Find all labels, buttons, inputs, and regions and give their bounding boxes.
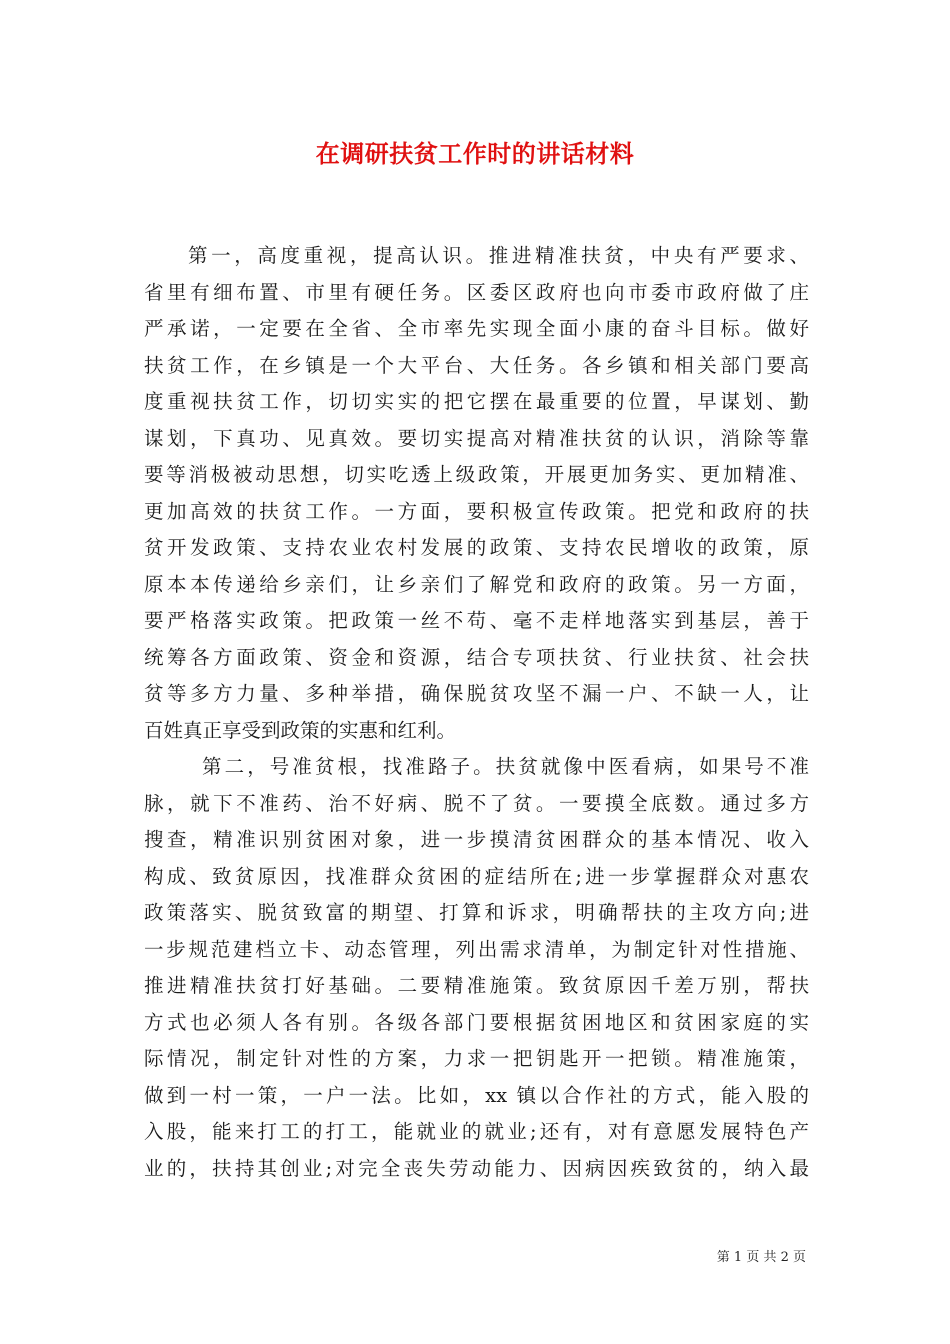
paragraph-line: 百姓真正享受到政策的实惠和红利。: [144, 718, 457, 742]
paragraph-line: 入股，能来打工的打工，能就业的就业;还有，对有意愿发展特色产: [144, 1120, 809, 1143]
paragraph-line: 省里有细布置、市里有硬任务。区委区政府也向市委市政府做了庄: [144, 280, 809, 304]
paragraph-line: 一步规范建档立卡、动态管理，列出需求清单，为制定针对性措施、: [144, 937, 809, 961]
document-title: 在调研扶贫工作时的讲话材料: [315, 139, 635, 168]
paragraph-line: 统筹各方面政策、资金和资源，结合专项扶贫、行业扶贫、社会扶: [144, 645, 809, 669]
paragraph-line: 谋划，下真功、见真效。要切实提高对精准扶贫的认识，消除等靠: [144, 426, 809, 450]
paragraph-line: 贫等多方力量、多种举措，确保脱贫攻坚不漏一户、不缺一人，让: [144, 682, 809, 705]
paragraph-line: 际情况，制定针对性的方案，力求一把钥匙开一把锁。精准施策，: [144, 1047, 809, 1070]
paragraph-line: 要等消极被动思想，切实吃透上级政策，开展更加务实、更加精准、: [144, 463, 809, 486]
paragraph-line: 原本本传递给乡亲们，让乡亲们了解党和政府的政策。另一方面，: [144, 572, 809, 596]
paragraph-line: 推进精准扶贫打好基础。二要精准施策。致贫原因千差万别，帮扶: [144, 974, 809, 997]
paragraph-line: 更加高效的扶贫工作。一方面，要积极宣传政策。把党和政府的扶: [144, 499, 809, 523]
paragraph-line: 构成、致贫原因，找准群众贫困的症结所在;进一步掌握群众对惠农: [144, 864, 809, 888]
paragraph-line: 脉，就下不准药、治不好病、脱不了贫。一要摸全底数。通过多方: [144, 791, 809, 815]
paragraph-line: 严承诺，一定要在全省、全市率先实现全面小康的奋斗目标。做好: [144, 317, 809, 340]
paragraph-line: 业的，扶持其创业;对完全丧失劳动能力、因病因疾致贫的，纳入最: [144, 1156, 809, 1180]
document-body: [144, 238, 809, 1187]
page-number: 第 1 页 共 2 页: [716, 1250, 806, 1265]
paragraph-line: 贫开发政策、支持农业农村发展的政策、支持农民增收的政策，原: [144, 536, 809, 559]
paragraph-line: 第二，号准贫根，找准路子。扶贫就像中医看病，如果号不准: [202, 755, 809, 778]
paragraph-line: 要严格落实政策。把政策一丝不苟、毫不走样地落实到基层，善于: [144, 609, 809, 632]
paragraph-line: 做到一村一策，一户一法。比如，xx 镇以合作社的方式，能入股的: [144, 1083, 809, 1107]
paragraph-line: 政策落实、脱贫致富的期望、打算和诉求，明确帮扶的主攻方向;进: [144, 901, 809, 924]
paragraph-line: 方式也必须人各有别。各级各部门要根据贫困地区和贫困家庭的实: [144, 1010, 809, 1034]
paragraph-line: 第一，高度重视，提高认识。推进精准扶贫，中央有严要求、: [188, 244, 809, 267]
paragraph-line: 度重视扶贫工作，切切实实的把它摆在最重要的位置，早谋划、勤: [144, 390, 809, 413]
paragraph-line: 扶贫工作，在乡镇是一个大平台、大任务。各乡镇和相关部门要高: [144, 353, 809, 377]
paragraph-line: 搜查，精准识别贫困对象，进一步摸清贫困群众的基本情况、收入: [144, 828, 809, 851]
